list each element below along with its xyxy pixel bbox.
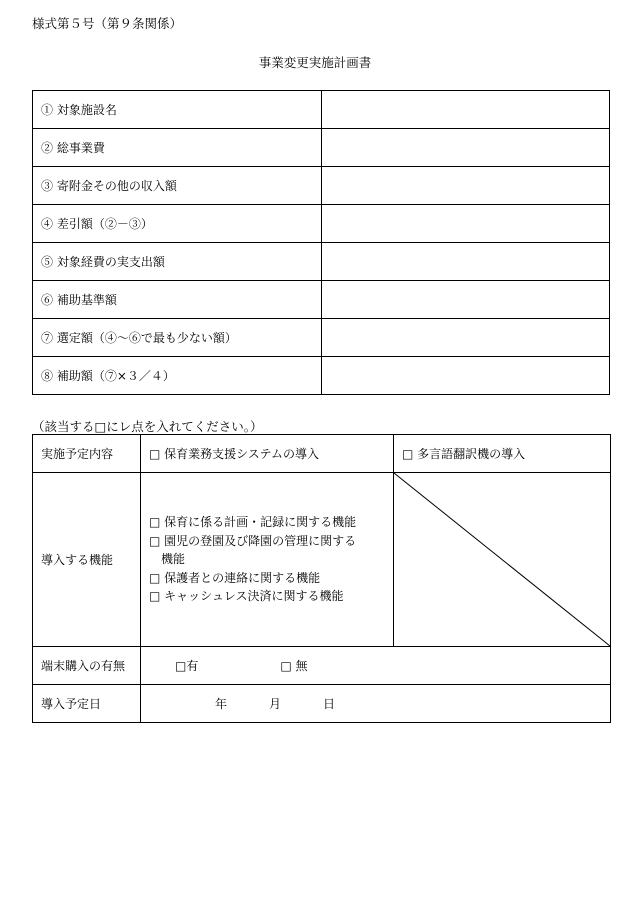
summary-table [32,90,610,395]
row-value-cell[interactable] [322,167,610,205]
date-year: 年 [215,697,228,711]
feature-planning-record[interactable]: □ 保育に係る計画・記録に関する機能 [149,515,357,530]
row-value-cell[interactable] [322,129,610,167]
content-row [33,435,611,473]
table-row [33,281,610,319]
row-label: ⑤ 対象経費の実支出額 [33,243,322,281]
option-translator[interactable]: □ 多言語翻訳機の導入 [394,435,611,473]
row-value-cell[interactable] [322,357,610,395]
terminal-no-checkbox[interactable]: □ 無 [280,659,308,673]
row-label: ③ 寄附金その他の収入額 [33,167,322,205]
row-label: ② 総事業費 [33,129,322,167]
row-label: ① 対象施設名 [33,91,322,129]
date-label: 導入予定日 [33,685,141,723]
row-value-cell[interactable] [322,205,610,243]
terminal-row [33,647,611,685]
feature-cashless[interactable]: □ キャッシュレス決済に関する機能 [149,589,344,604]
terminal-yes-checkbox[interactable]: □有 [175,659,199,673]
table-row [33,167,610,205]
row-label: ⑥ 補助基準額 [33,281,322,319]
checkbox-note: （該当する□にレ点を入れてください。） [32,419,263,434]
option-childcare-system[interactable]: □ 保育業務支援システムの導入 [141,435,394,473]
document-title: 事業変更実施計画書 [258,55,372,70]
content-label: 実施予定内容 [33,435,141,473]
row-label: ⑧ 補助額（⑦×３／４） [33,357,322,395]
date-cell [141,685,611,723]
features-row [33,473,611,647]
date-day: 日 [323,697,336,711]
diagonal-cell [394,473,611,647]
row-value-cell[interactable] [322,281,610,319]
form-number: 様式第５号（第９条関係） [32,16,183,31]
features-cell [141,473,394,647]
table-row [33,129,610,167]
table-row [33,319,610,357]
terminal-cell [141,647,611,685]
row-label: ⑦ 選定額（④～⑥で最も少ない額） [33,319,322,357]
row-value-cell[interactable] [322,319,610,357]
date-month: 月 [269,697,282,711]
terminal-label: 端末購入の有無 [33,647,141,685]
row-value-cell[interactable] [322,91,610,129]
row-label: ④ 差引額（②－③） [33,205,322,243]
table-row [33,91,610,129]
diagonal-line [394,473,610,646]
features-label: 導入する機能 [33,473,141,647]
plan-table [32,434,611,723]
feature-attendance-cont: 機能 [161,552,186,567]
feature-attendance[interactable]: □ 園児の登園及び降園の管理に関する [149,533,357,548]
table-row [33,205,610,243]
row-value-cell[interactable] [322,243,610,281]
date-row [33,685,611,723]
table-row [33,357,610,395]
features-list [149,513,385,606]
feature-parent-contact[interactable]: □ 保護者との連絡に関する機能 [149,570,321,585]
table-row [33,243,610,281]
